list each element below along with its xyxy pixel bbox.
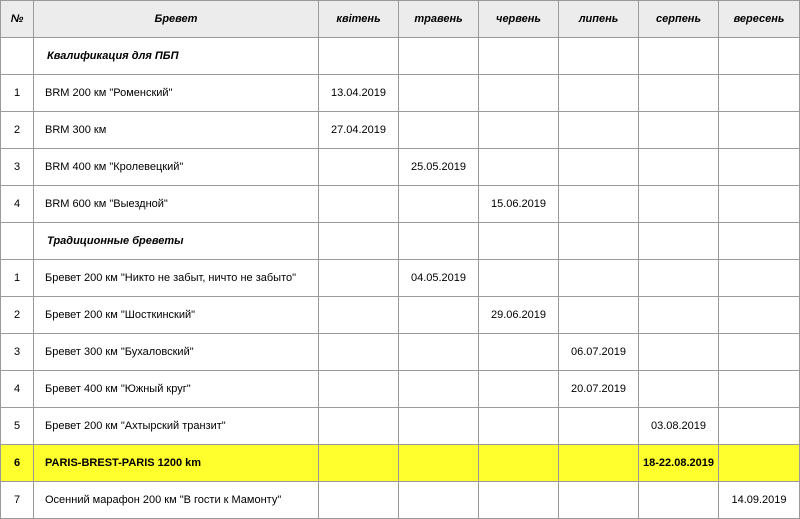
brevet-name: Бревет 200 км "Ахтырский транзит"	[34, 408, 319, 445]
date-cell-june	[479, 408, 559, 445]
date-cell-june	[479, 223, 559, 260]
table-row	[1, 408, 800, 445]
header-april: квітень	[319, 1, 399, 38]
date-cell-april	[319, 445, 399, 482]
date-cell-september	[719, 260, 800, 297]
row-number	[1, 38, 34, 75]
table-row	[1, 297, 800, 334]
brevet-name: Бревет 200 км "Никто не забыт, ничто не забыто"	[34, 260, 319, 297]
brevet-name: BRM 200 км "Роменский"	[34, 75, 319, 112]
table-row	[1, 371, 800, 408]
date-cell-may	[399, 334, 479, 371]
row-number: 1	[1, 260, 34, 297]
date-cell-july	[559, 149, 639, 186]
row-number: 3	[1, 149, 34, 186]
row-number: 3	[1, 334, 34, 371]
date-cell-april	[319, 260, 399, 297]
brevet-name: BRM 600 км "Выездной"	[34, 186, 319, 223]
section-title: Традиционные бреветы	[34, 223, 319, 260]
header-july: липень	[559, 1, 639, 38]
date-cell-august	[639, 482, 719, 519]
brevet-name: PARIS-BREST-PARIS 1200 km	[34, 445, 319, 482]
row-number: 2	[1, 112, 34, 149]
row-number: 2	[1, 297, 34, 334]
date-cell-april	[319, 297, 399, 334]
date-cell-may	[399, 445, 479, 482]
date-cell-july: 06.07.2019	[559, 334, 639, 371]
date-cell-august	[639, 38, 719, 75]
date-cell-september: 14.09.2019	[719, 482, 800, 519]
date-cell-june	[479, 38, 559, 75]
date-cell-july	[559, 38, 639, 75]
date-cell-june	[479, 75, 559, 112]
date-cell-september	[719, 112, 800, 149]
date-cell-june	[479, 260, 559, 297]
header-number: №	[1, 1, 34, 38]
date-cell-april	[319, 334, 399, 371]
row-number: 6	[1, 445, 34, 482]
brevet-name: BRM 400 км "Кролевецкий"	[34, 149, 319, 186]
date-cell-august	[639, 149, 719, 186]
date-cell-august	[639, 334, 719, 371]
date-cell-september	[719, 223, 800, 260]
date-cell-august: 18-22.08.2019	[639, 445, 719, 482]
brevet-name: BRM 300 км	[34, 112, 319, 149]
date-cell-april	[319, 149, 399, 186]
date-cell-july	[559, 408, 639, 445]
highlighted-row	[1, 445, 800, 482]
date-cell-may	[399, 223, 479, 260]
row-number	[1, 223, 34, 260]
date-cell-july	[559, 297, 639, 334]
date-cell-may	[399, 75, 479, 112]
date-cell-may	[399, 186, 479, 223]
date-cell-august	[639, 186, 719, 223]
date-cell-july	[559, 112, 639, 149]
date-cell-september	[719, 371, 800, 408]
header-brevet: Бревет	[34, 1, 319, 38]
date-cell-may: 04.05.2019	[399, 260, 479, 297]
date-cell-june	[479, 334, 559, 371]
date-cell-april: 27.04.2019	[319, 112, 399, 149]
brevet-name: Бревет 400 км "Южный круг"	[34, 371, 319, 408]
date-cell-july	[559, 482, 639, 519]
date-cell-september	[719, 38, 800, 75]
date-cell-july	[559, 186, 639, 223]
date-cell-april	[319, 38, 399, 75]
date-cell-may	[399, 112, 479, 149]
row-number: 5	[1, 408, 34, 445]
section-row	[1, 38, 800, 75]
date-cell-july	[559, 223, 639, 260]
date-cell-august	[639, 223, 719, 260]
date-cell-april	[319, 223, 399, 260]
date-cell-september	[719, 297, 800, 334]
date-cell-april	[319, 371, 399, 408]
date-cell-may	[399, 297, 479, 334]
table-row	[1, 186, 800, 223]
row-number: 1	[1, 75, 34, 112]
date-cell-july	[559, 445, 639, 482]
date-cell-june	[479, 482, 559, 519]
date-cell-april	[319, 482, 399, 519]
brevet-name: Осенний марафон 200 км "В гости к Мамонту"	[34, 482, 319, 519]
date-cell-september	[719, 408, 800, 445]
date-cell-july	[559, 260, 639, 297]
table-row	[1, 260, 800, 297]
date-cell-june	[479, 445, 559, 482]
brevet-name: Бревет 200 км "Шосткинский"	[34, 297, 319, 334]
date-cell-may	[399, 408, 479, 445]
date-cell-july	[559, 75, 639, 112]
date-cell-august	[639, 260, 719, 297]
row-number: 4	[1, 371, 34, 408]
date-cell-august	[639, 112, 719, 149]
date-cell-april	[319, 186, 399, 223]
date-cell-september	[719, 149, 800, 186]
date-cell-august	[639, 371, 719, 408]
date-cell-september	[719, 334, 800, 371]
date-cell-june	[479, 149, 559, 186]
date-cell-may	[399, 371, 479, 408]
header-june: червень	[479, 1, 559, 38]
date-cell-september	[719, 186, 800, 223]
row-number: 7	[1, 482, 34, 519]
section-title: Квалификация для ПБП	[34, 38, 319, 75]
date-cell-september	[719, 445, 800, 482]
table-body	[1, 38, 800, 519]
date-cell-july: 20.07.2019	[559, 371, 639, 408]
date-cell-may	[399, 482, 479, 519]
table-row	[1, 149, 800, 186]
date-cell-august: 03.08.2019	[639, 408, 719, 445]
table-row	[1, 482, 800, 519]
date-cell-may	[399, 38, 479, 75]
date-cell-april: 13.04.2019	[319, 75, 399, 112]
date-cell-september	[719, 75, 800, 112]
date-cell-june: 15.06.2019	[479, 186, 559, 223]
header-may: травень	[399, 1, 479, 38]
header-row	[1, 1, 800, 38]
date-cell-june: 29.06.2019	[479, 297, 559, 334]
date-cell-june	[479, 112, 559, 149]
section-row	[1, 223, 800, 260]
table-row	[1, 112, 800, 149]
date-cell-may: 25.05.2019	[399, 149, 479, 186]
header-september: вересень	[719, 1, 800, 38]
row-number: 4	[1, 186, 34, 223]
date-cell-august	[639, 297, 719, 334]
date-cell-april	[319, 408, 399, 445]
header-august: серпень	[639, 1, 719, 38]
date-cell-june	[479, 371, 559, 408]
brevet-name: Бревет 300 км "Бухаловский"	[34, 334, 319, 371]
table-row	[1, 75, 800, 112]
date-cell-august	[639, 75, 719, 112]
table-row	[1, 334, 800, 371]
